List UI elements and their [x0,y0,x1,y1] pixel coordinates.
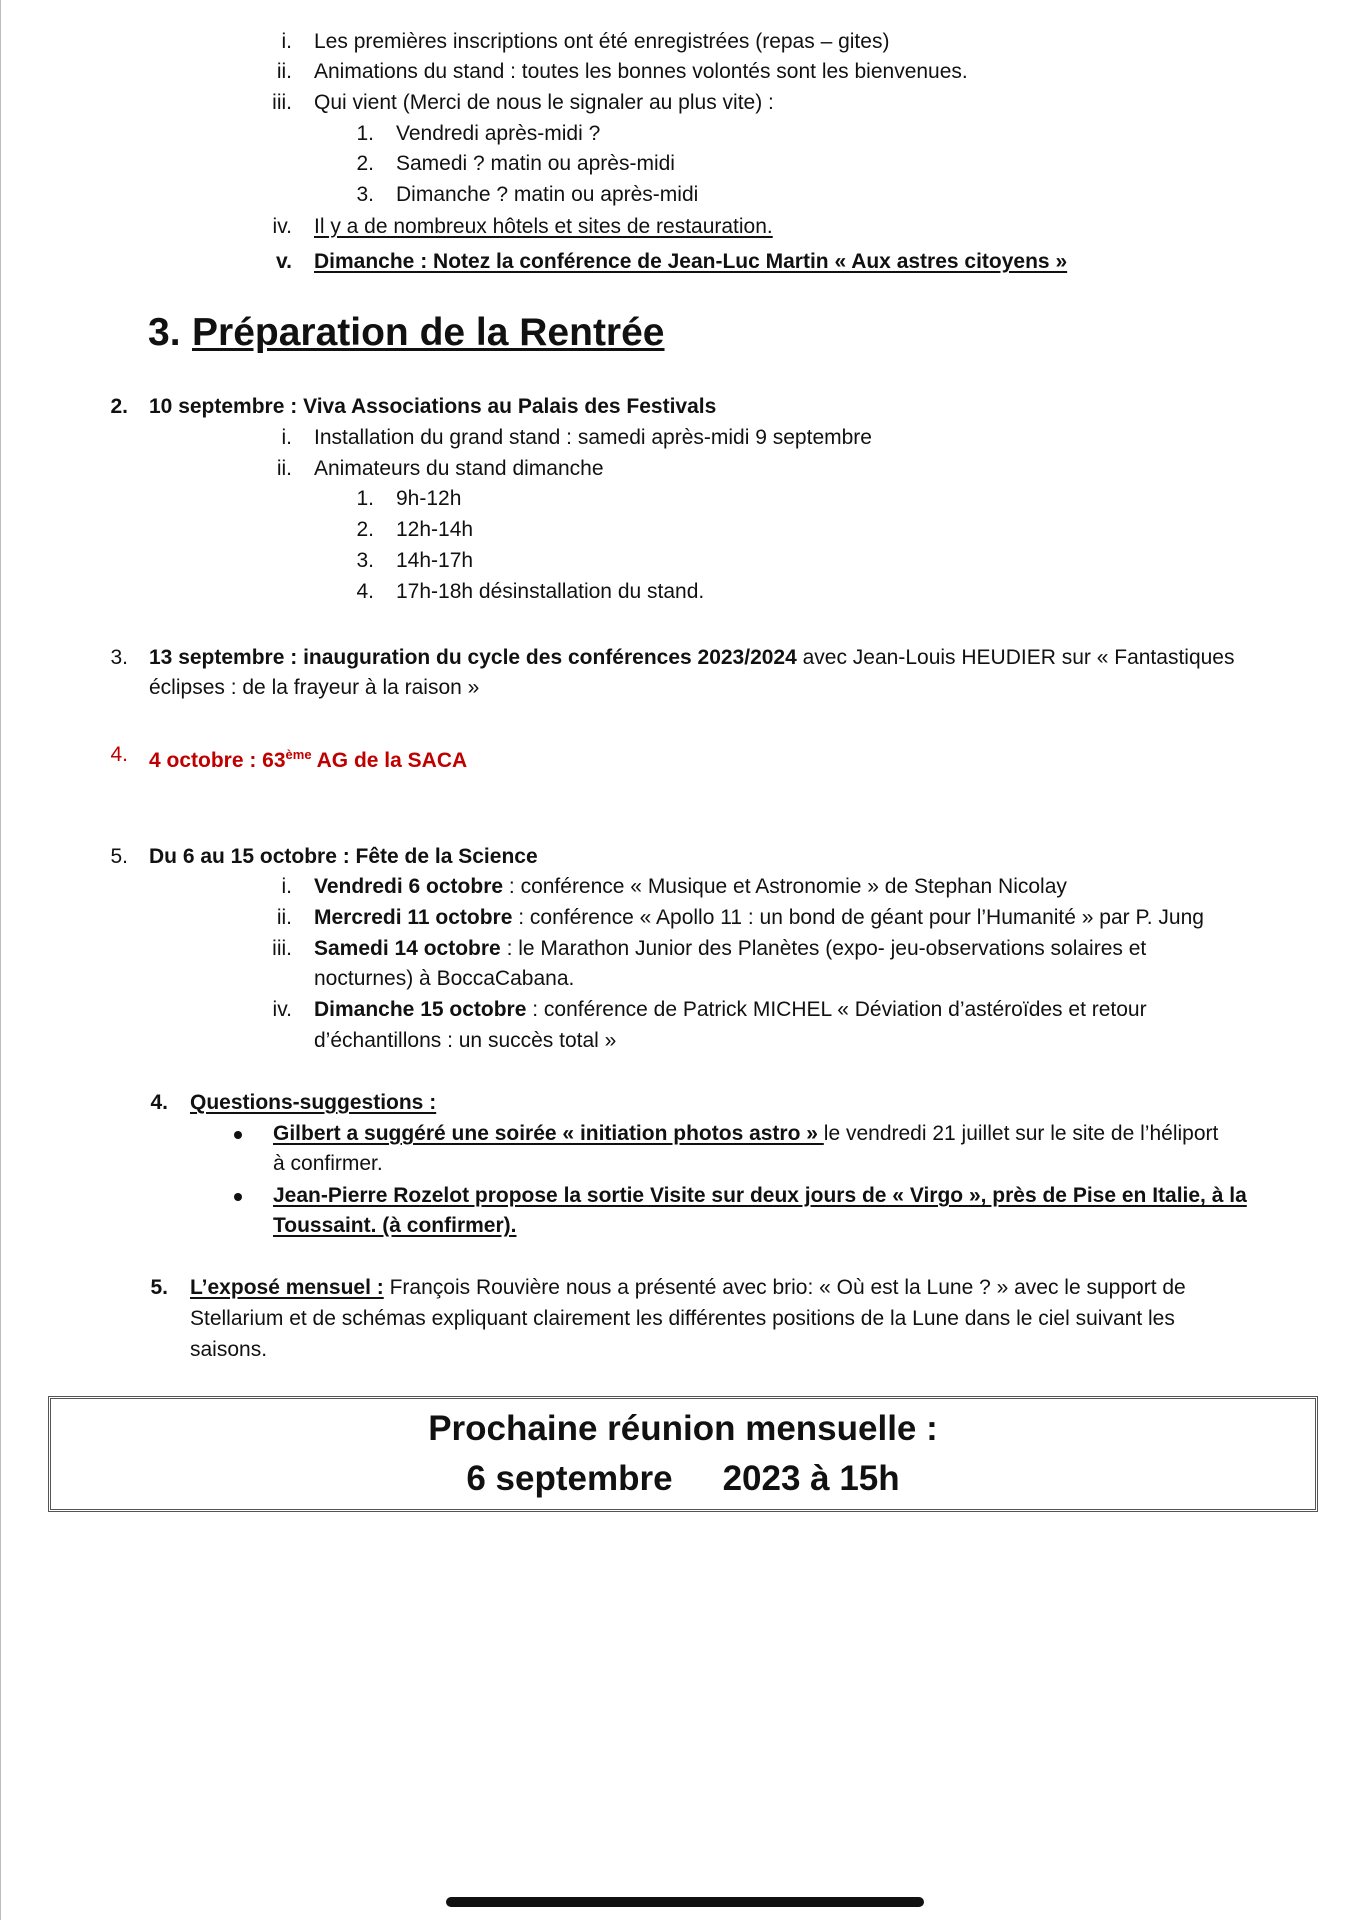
ag-suffix: AG de la SACA [311,749,468,772]
list-marker: iii. [272,91,292,114]
ag-superscript: ème [285,747,312,762]
next-meeting-title: Prochaine réunion mensuelle : [428,1409,938,1448]
list-item-continued: nocturnes) à BoccaCabana. [314,967,575,990]
next-meeting-date: 6 septembre [466,1459,673,1498]
suggestion-item: Jean-Pierre Rozelot propose la sortie Visite sur deux jours de « Virgo », près de Pise en Italie, à la [273,1184,1247,1207]
list-marker: 1. [356,487,374,510]
event-desc: : conférence « Apollo 11 : un bond de géant pour l’Humanité » par P. Jung [512,906,1204,929]
list-marker: 4. [356,580,374,603]
list-marker: i. [281,426,292,449]
expose-text-continued: Stellarium et de schémas expliquant clairement les différentes positions de la Lune dans le ciel suivant les [190,1307,1175,1330]
list-item: Il y a de nombreux hôtels et sites de restauration. [314,215,773,238]
bullet-icon [234,1131,242,1139]
list-marker: i. [281,875,292,898]
item-title: 10 septembre : Viva Associations au Palais des Festivals [149,395,717,418]
list-item: 14h-17h [396,549,474,572]
next-meeting-date-line [51,1454,1315,1504]
list-marker: ii. [276,906,292,929]
item-text-continued: éclipses : de la frayeur à la raison » [149,676,480,699]
list-item: 17h-18h désinstallation du stand. [396,580,705,603]
list-marker: 5. [110,845,128,868]
item-title: Du 6 au 15 octobre : Fête de la Science [149,845,538,868]
event-date: Dimanche 15 octobre [314,998,527,1021]
list-item-continued: d’échantillons : un succès total » [314,1029,617,1052]
ag-announcement [149,741,467,775]
list-marker: 3. [356,549,374,572]
suggestion-bold: Gilbert a suggéré une soirée « initiation photos astro » [273,1122,824,1145]
home-indicator[interactable] [446,1897,924,1907]
section-number: 3. [148,311,181,354]
event-desc: : le Marathon Junior des Planètes (expo- jeu-observations solaires et [500,937,1147,960]
list-item: Les premières inscriptions ont été enregistrées (repas – gites) [314,30,890,53]
list-item [314,996,1147,1024]
section-title: Préparation de la Rentrée [192,311,665,354]
list-item [314,904,1204,932]
event-date: Samedi 14 octobre [314,937,501,960]
list-marker: 5. [150,1276,168,1299]
expose-text-continued: saisons. [190,1338,268,1361]
ag-prefix: 4 octobre : 63 [149,749,286,772]
list-item: Animateurs du stand dimanche [314,457,604,480]
item-text [149,644,1234,672]
expose-title: L’exposé mensuel : [190,1276,384,1299]
list-item [314,935,1146,963]
list-marker: i. [281,30,292,53]
item-rest: avec Jean-Louis HEUDIER sur « Fantastiques [796,646,1235,669]
list-item-highlight: Dimanche : Notez la conférence de Jean-Luc Martin « Aux astres citoyens » [314,250,1068,273]
list-marker: 2. [356,518,374,541]
event-desc: : conférence « Musique et Astronomie » de Stephan Nicolay [503,875,1067,898]
list-marker: ii. [276,457,292,480]
list-item: 12h-14h [396,518,474,541]
event-date: Vendredi 6 octobre [314,875,504,898]
event-desc: : conférence de Patrick MICHEL « Déviation d’astéroïdes et retour [526,998,1147,1021]
suggestion-item-continued: Toussaint. (à confirmer). [273,1214,517,1237]
list-item [314,873,1067,901]
list-marker: 4. [150,1091,168,1114]
list-marker: iv. [272,998,292,1021]
list-marker: 2. [110,395,128,418]
bullet-icon [234,1193,242,1201]
list-marker: 2. [356,152,374,175]
suggestion-rest: le vendredi 21 juillet sur le site de l’héliport [823,1122,1219,1145]
expose-desc: François Rouvière nous a présenté avec brio: « Où est la Lune ? » avec le support de [383,1276,1186,1299]
list-item: Qui vient (Merci de nous le signaler au plus vite) : [314,91,774,114]
list-marker: 3. [110,646,128,669]
list-marker: v. [276,250,292,273]
list-marker: iv. [272,215,292,238]
list-item: Dimanche ? matin ou après-midi [396,183,699,206]
list-marker: iii. [272,937,292,960]
event-date: Mercredi 11 octobre [314,906,513,929]
next-meeting-time: 2023 à 15h [722,1459,900,1498]
list-item: Vendredi après-midi ? [396,122,601,145]
suggestion-item [273,1120,1218,1148]
list-item: Samedi ? matin ou après-midi [396,152,675,175]
page-edge [0,0,1,1920]
list-marker: 1. [356,122,374,145]
list-item: Animations du stand : toutes les bonnes volontés sont les bienvenues. [314,60,968,83]
list-marker: ii. [276,60,292,83]
questions-title: Questions-suggestions : [190,1091,437,1114]
list-marker: 4. [110,743,128,766]
expose-text [190,1274,1186,1302]
list-item: Installation du grand stand : samedi après-midi 9 septembre [314,426,872,449]
list-marker: 3. [356,183,374,206]
list-item: 9h-12h [396,487,462,510]
suggestion-item-continued: à confirmer. [273,1152,383,1175]
next-meeting-box [48,1396,1318,1512]
item-bold: 13 septembre : inauguration du cycle des conférences 2023/2024 [149,646,797,669]
